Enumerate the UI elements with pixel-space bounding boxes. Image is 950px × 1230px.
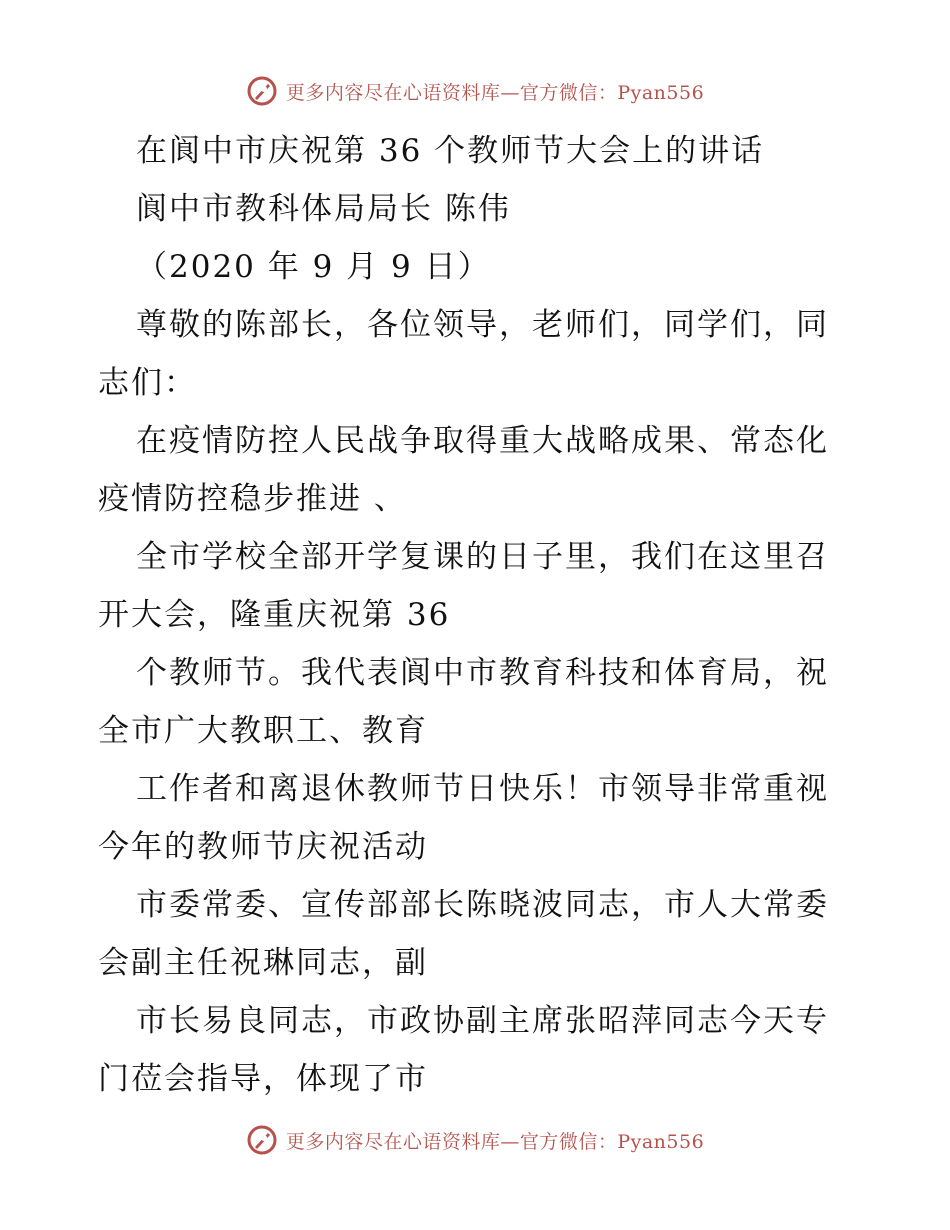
feather-pen-logo-icon bbox=[246, 75, 278, 107]
body-line: 疫情防控稳步推进 、 bbox=[98, 481, 407, 517]
document-body bbox=[98, 122, 858, 1108]
body-line: 今年的教师节庆祝活动 bbox=[98, 829, 428, 865]
body-line: 尊敬的陈部长，各位领导，老师们，同学们，同 bbox=[136, 307, 829, 343]
body-line: 全市广大教职工、教育 bbox=[98, 713, 428, 749]
body-line: 个教师节。我代表阆中市教育科技和体育局，祝 bbox=[136, 655, 829, 691]
feather-pen-logo-icon bbox=[246, 1124, 278, 1156]
document-paragraphs bbox=[98, 296, 858, 1108]
watermark-banner-bottom bbox=[0, 1120, 950, 1160]
body-line: 志们： bbox=[98, 365, 197, 401]
body-line: 开大会，隆重庆祝第 36 bbox=[98, 597, 451, 633]
body-line: 市长易良同志，市政协副主席张昭萍同志今天专 bbox=[136, 1003, 829, 1039]
body-line: 会副主任祝琳同志，副 bbox=[98, 945, 428, 981]
watermark-text: 更多内容尽在心语资料库—官方微信：Pyan556 bbox=[285, 1130, 705, 1153]
body-line: 工作者和离退休教师节日快乐！市领导非常重视 bbox=[136, 771, 829, 807]
watermark-text: 更多内容尽在心语资料库—官方微信：Pyan556 bbox=[285, 81, 705, 104]
body-line: 门莅会指导，体现了市 bbox=[98, 1061, 428, 1097]
body-line: 全市学校全部开学复课的日子里，我们在这里召 bbox=[136, 539, 829, 575]
body-line: 在疫情防控人民战争取得重大战略成果、常态化 bbox=[136, 423, 829, 459]
watermark-banner-top bbox=[0, 71, 950, 111]
document-date: （2020 年 9 月 9 日） bbox=[136, 249, 491, 285]
document-title: 在阆中市庆祝第 36 个教师节大会上的讲话 bbox=[136, 133, 765, 169]
body-line: 市委常委、宣传部部长陈晓波同志，市人大常委 bbox=[136, 887, 829, 923]
document-author: 阆中市教科体局局长 陈伟 bbox=[136, 191, 511, 227]
